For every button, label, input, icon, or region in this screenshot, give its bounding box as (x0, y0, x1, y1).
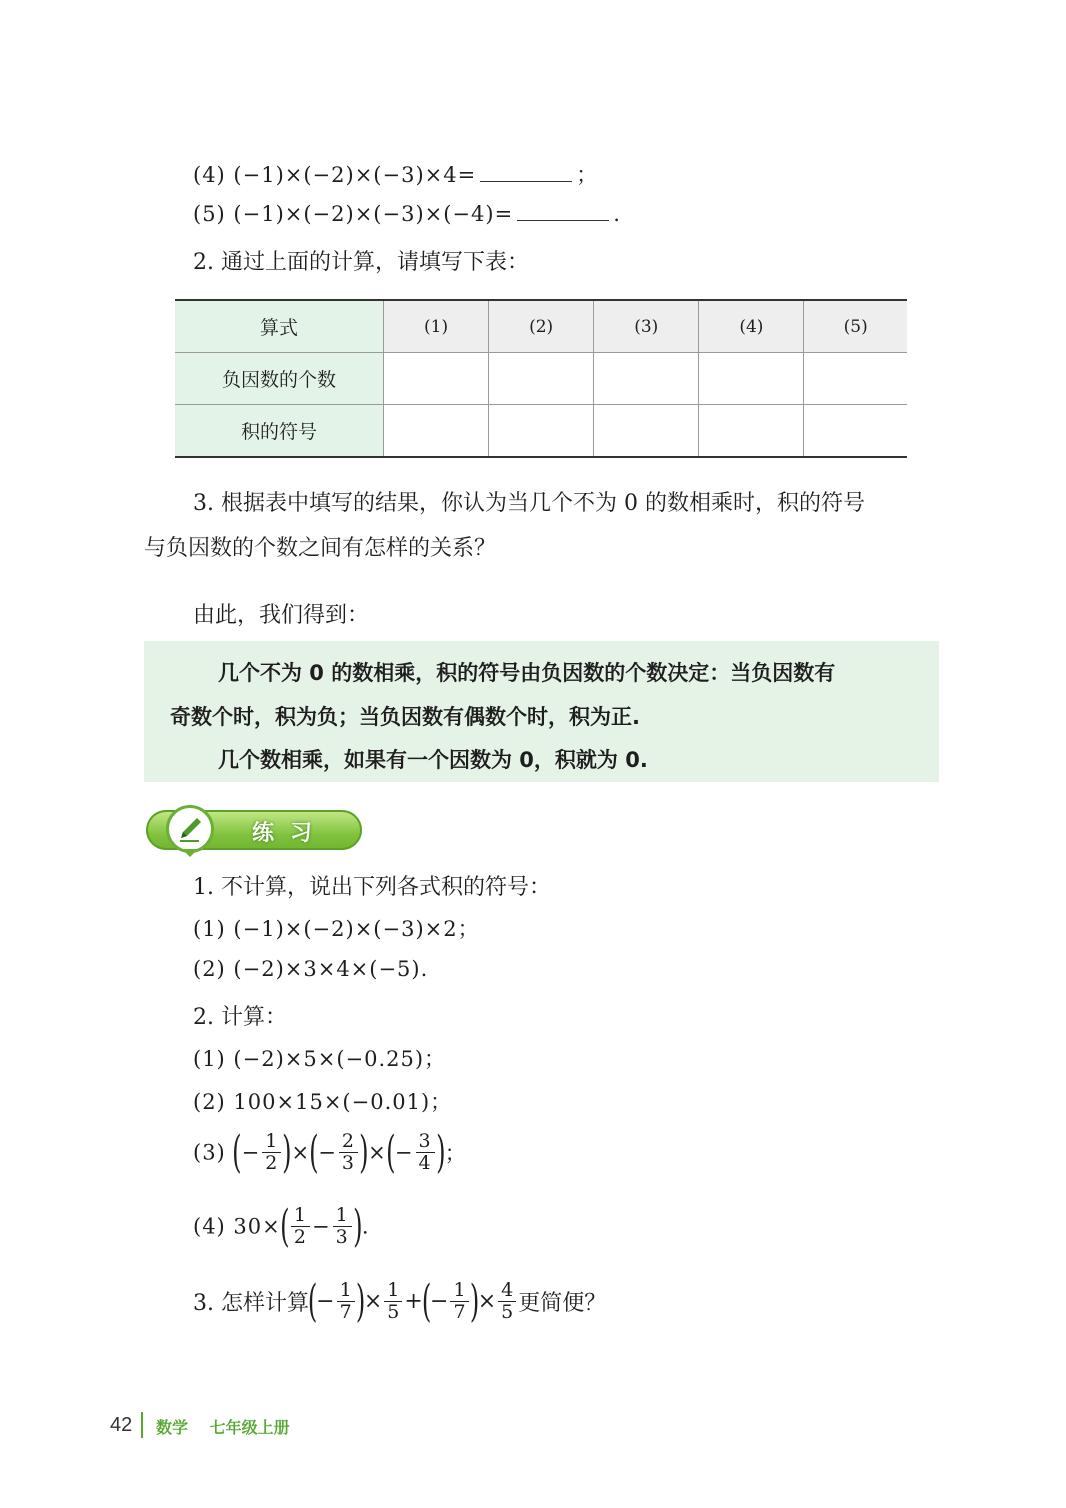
numerator: 1 (337, 1280, 355, 1302)
left-paren: ( (232, 1126, 243, 1178)
footer-divider (141, 1412, 143, 1438)
answer-blank[interactable] (517, 202, 609, 221)
minus-sign: − (394, 1140, 414, 1165)
right-paren: ) (469, 1275, 479, 1327)
table-header-cell: (1) (384, 300, 489, 353)
fraction (333, 1205, 352, 1248)
table-empty-cell[interactable] (699, 405, 804, 458)
exercise-2-3 (193, 1126, 467, 1178)
table-header-cell: (4) (699, 300, 804, 353)
table-header-cell: 算式 (175, 300, 384, 353)
numerator: 1 (333, 1205, 352, 1227)
exercise-2-1: (1) (−2)×5×(−0.25)； (193, 1047, 447, 1071)
exercise-2-2: (2) 100×15×(−0.01)； (193, 1090, 453, 1114)
page-number: 42 (110, 1414, 133, 1436)
item-label: (3) (193, 1140, 226, 1165)
denominator: 7 (339, 1301, 352, 1323)
end-mark: ； (444, 1141, 467, 1166)
end-mark: . (361, 1214, 370, 1239)
table-empty-cell[interactable] (594, 405, 699, 458)
table-empty-cell[interactable] (804, 405, 907, 458)
table-empty-cell[interactable] (489, 405, 594, 458)
exercise-1-2: (2) (−2)×3×4×(−5). (193, 957, 429, 981)
plus-sign: + (404, 1289, 423, 1314)
table-header-cell: (2) (489, 300, 594, 353)
item-label: 3. 怎样计算 (193, 1291, 309, 1316)
minus-sign: − (241, 1140, 261, 1165)
question-4-text: (4) (−1)×(−2)×(−3)×4= (193, 163, 477, 187)
table-empty-cell[interactable] (384, 353, 489, 405)
table-empty-cell[interactable] (804, 353, 907, 405)
numerator: 1 (291, 1205, 310, 1227)
fraction (291, 1205, 310, 1248)
table-empty-cell[interactable] (384, 405, 489, 458)
table-row-label: 积的符号 (175, 405, 384, 458)
step-3-line-1: 3. 根据表中填写的结果，你认为当几个不为 0 的数相乘时，积的符号 (193, 491, 865, 516)
rule-line-3: 几个数相乘，如果有一个因数为 0，积就为 0. (218, 748, 648, 772)
table-header-row (175, 300, 907, 353)
rule-line-1: 几个不为 0 的数相乘，积的符号由负因数的个数决定：当负因数有 (218, 661, 836, 685)
table-row (175, 405, 907, 458)
question-5-text: (5) (−1)×(−2)×(−3)×(−4)= (193, 202, 514, 226)
times-sign: × (291, 1140, 311, 1165)
times-sign: × (368, 1140, 387, 1165)
rule-line-2: 奇数个时，积为负；当负因数有偶数个时，积为正. (170, 705, 640, 729)
sign-table (175, 299, 907, 458)
right-paren: ) (282, 1126, 293, 1178)
left-paren: ( (307, 1275, 318, 1327)
numerator: 3 (416, 1131, 435, 1153)
pencil-icon (166, 805, 214, 853)
denominator: 4 (418, 1152, 432, 1174)
question-5 (193, 202, 621, 226)
table-empty-cell[interactable] (699, 353, 804, 405)
numerator: 1 (384, 1280, 402, 1302)
denominator: 5 (501, 1301, 514, 1323)
book-title: 数学 七年级上册 (156, 1418, 290, 1437)
exercise-2: 2. 计算： (193, 1005, 287, 1030)
numerator: 1 (450, 1280, 468, 1302)
denominator: 2 (293, 1226, 308, 1248)
exercise-1: 1. 不计算，说出下列各式积的符号： (193, 875, 551, 900)
right-paren: ) (355, 1275, 365, 1327)
step-3-line-2: 与负因数的个数之间有怎样的关系？ (144, 536, 497, 561)
fraction (339, 1131, 358, 1174)
right-paren: ) (359, 1126, 370, 1178)
table-row-label: 负因数的个数 (175, 353, 384, 405)
exercise-2-4 (193, 1200, 370, 1252)
banner-pointer (182, 849, 198, 857)
fraction (416, 1131, 435, 1174)
times-sign: × (477, 1289, 497, 1314)
fraction (384, 1280, 402, 1323)
table-empty-cell[interactable] (489, 353, 594, 405)
question-4 (193, 159, 598, 189)
numerator: 4 (498, 1280, 516, 1302)
denominator: 3 (335, 1226, 349, 1248)
table-row (175, 353, 907, 405)
table-header-cell: (3) (594, 300, 699, 353)
fraction (337, 1280, 355, 1323)
item-label: (4) 30× (193, 1214, 281, 1239)
fraction (498, 1280, 516, 1323)
question-4-end: ； (576, 163, 599, 187)
minus-sign: − (316, 1289, 335, 1314)
denominator: 2 (265, 1152, 279, 1174)
practice-title: 练习 (252, 821, 329, 846)
denominator: 5 (387, 1301, 400, 1323)
table-header-cell: (5) (804, 300, 907, 353)
fraction (450, 1280, 468, 1323)
table-empty-cell[interactable] (594, 353, 699, 405)
denominator: 7 (453, 1301, 466, 1323)
minus-sign: − (312, 1214, 331, 1239)
numerator: 1 (262, 1131, 281, 1153)
fraction (262, 1131, 281, 1174)
exercise-1-1: (1) (−1)×(−2)×(−3)×2； (193, 917, 480, 941)
exercise-3 (193, 1275, 607, 1327)
left-paren: ( (385, 1126, 396, 1178)
minus-sign: − (430, 1289, 449, 1314)
end-mark: 更简便？ (518, 1291, 607, 1316)
question-5-end: . (613, 202, 621, 226)
step-2-text: 2. 通过上面的计算，请填写下表： (193, 250, 529, 275)
left-paren: ( (309, 1126, 320, 1178)
times-sign: × (363, 1289, 383, 1314)
denominator: 3 (341, 1152, 355, 1174)
left-paren: ( (279, 1200, 290, 1252)
numerator: 2 (339, 1131, 358, 1153)
right-paren: ) (435, 1126, 446, 1178)
conclusion-intro: 由此，我们得到： (193, 603, 370, 628)
left-paren: ( (421, 1275, 432, 1327)
minus-sign: − (318, 1140, 337, 1165)
answer-blank[interactable] (480, 163, 572, 182)
right-paren: ) (352, 1200, 363, 1252)
